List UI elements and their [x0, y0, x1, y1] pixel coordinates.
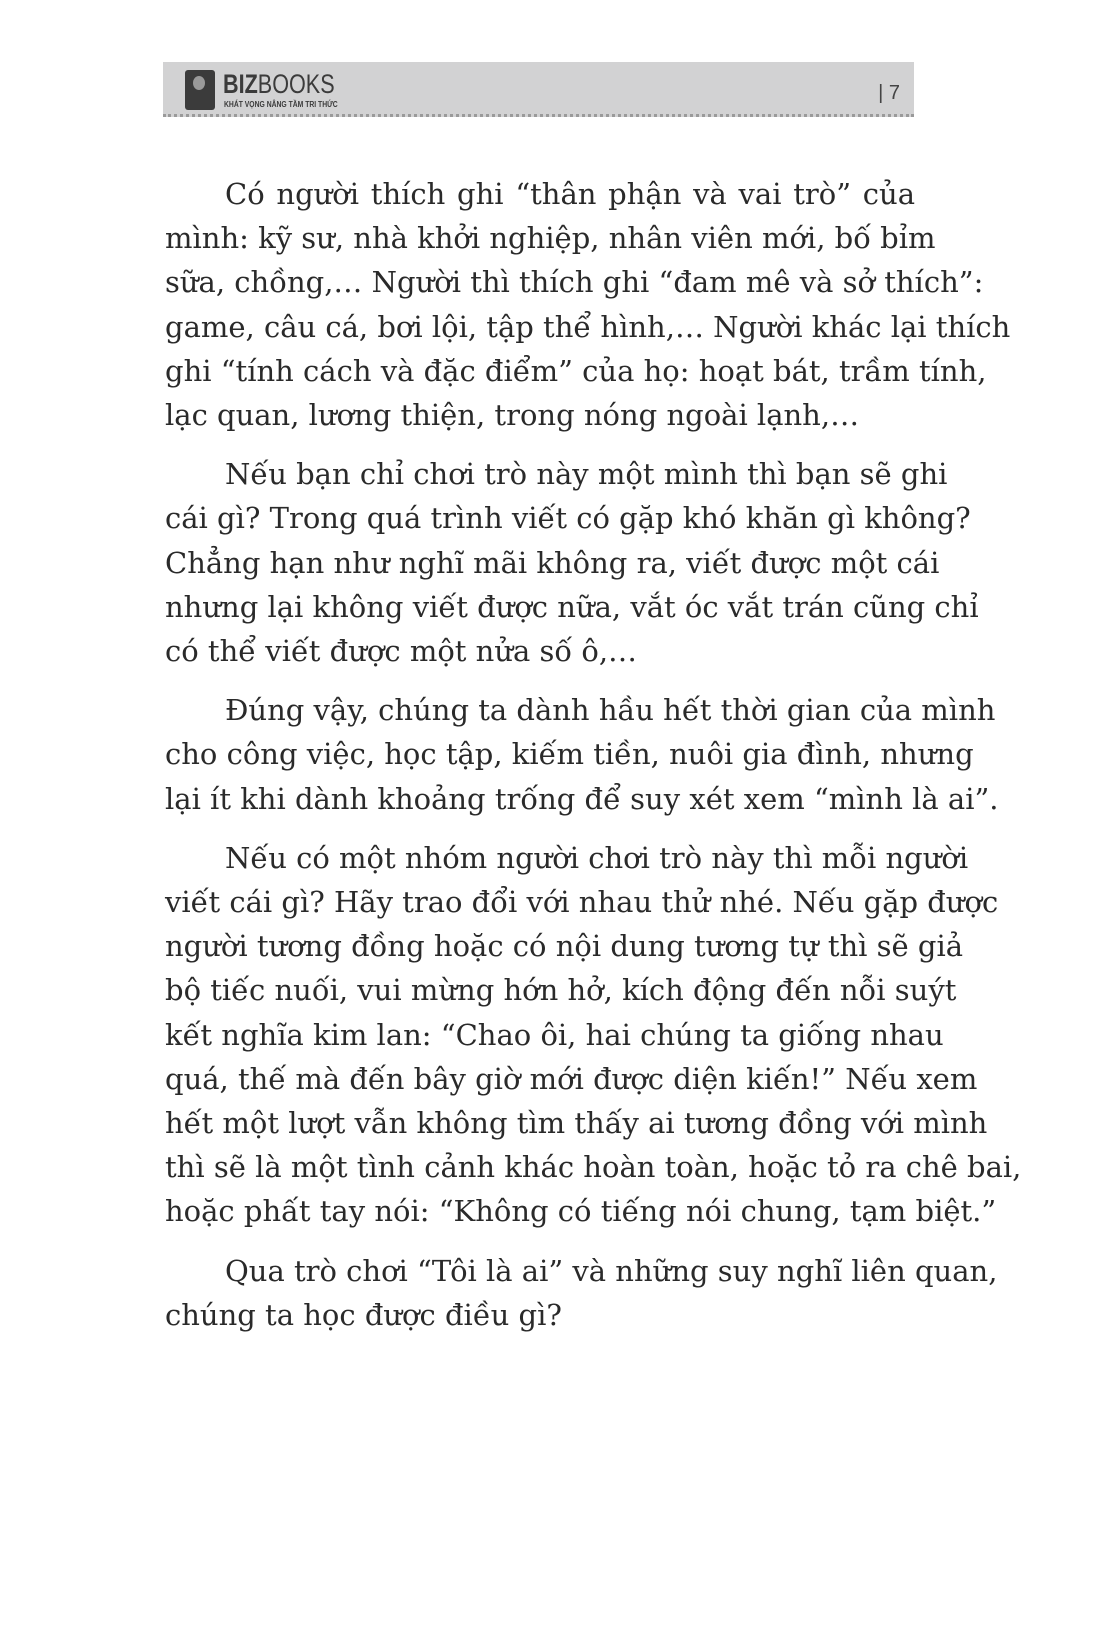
text-line: có thể viết được một nửa số ô,… — [165, 634, 638, 669]
paragraph — [165, 172, 1011, 437]
text-line: lại ít khi dành khoảng trống để suy xét xem “mình là ai”. — [165, 781, 999, 816]
page-header — [163, 62, 914, 117]
paragraph — [165, 836, 1022, 1234]
text-line: Có người thích ghi “thân phận và vai trò” của — [225, 177, 915, 211]
text-line: nhưng lại không viết được nữa, vắt óc vắt trán cũng chỉ — [165, 589, 979, 624]
body-text — [165, 172, 1022, 1352]
paragraph — [165, 1249, 998, 1337]
paragraph — [165, 452, 979, 673]
text-line: Đúng vậy, chúng ta dành hầu hết thời gian của mình — [225, 693, 996, 728]
brand-name — [223, 69, 335, 100]
brand-tagline: KHÁT VỌNG NÂNG TẦM TRI THỨC — [224, 100, 338, 109]
text-line: hoặc phất tay nói: “Không có tiếng nói chung, tạm biệt.” — [165, 1194, 997, 1229]
text-line: Qua trò chơi “Tôi là ai” và những suy nghĩ liên quan, — [225, 1253, 998, 1288]
brand-light: BOOKS — [257, 69, 335, 99]
page-number: | 7 — [878, 82, 900, 104]
text-line: sữa, chồng,… Người thì thích ghi “đam mê và sở thích”: — [165, 265, 984, 300]
bizbooks-logo-icon — [185, 70, 215, 110]
text-line: mình: kỹ sư, nhà khởi nghiệp, nhân viên mới, bố bỉm — [165, 221, 936, 256]
text-line: người tương đồng hoặc có nội dung tương tự thì sẽ giả — [165, 929, 964, 964]
text-line: viết cái gì? Hãy trao đổi với nhau thử nhé. Nếu gặp được — [165, 885, 999, 920]
text-line: cho công việc, học tập, kiếm tiền, nuôi gia đình, nhưng — [165, 737, 974, 772]
text-line: lạc quan, lương thiện, trong nóng ngoài lạnh,… — [165, 398, 860, 433]
text-line: Nếu có một nhóm người chơi trò này thì mỗi người — [225, 840, 969, 875]
text-line: ghi “tính cách và đặc điểm” của họ: hoạt bát, trầm tính, — [165, 353, 987, 388]
text-line: game, câu cá, bơi lội, tập thể hình,… Người khác lại thích — [165, 309, 1011, 344]
text-line: Nếu bạn chỉ chơi trò này một mình thì bạn sẽ ghi — [225, 457, 948, 492]
brand-bold: BIZ — [223, 69, 258, 99]
paragraph — [165, 688, 999, 821]
text-line: bộ tiếc nuối, vui mừng hớn hở, kích động đến nỗi suýt — [165, 973, 957, 1008]
text-line: Chẳng hạn như nghĩ mãi không ra, viết được một cái — [165, 545, 940, 580]
text-line: hết một lượt vẫn không tìm thấy ai tương đồng với mình — [165, 1106, 988, 1141]
text-line: chúng ta học được điều gì? — [165, 1297, 562, 1332]
text-line: quá, thế mà đến bây giờ mới được diện kiến!” Nếu xem — [165, 1061, 978, 1096]
text-line: thì sẽ là một tình cảnh khác hoàn toàn, hoặc tỏ ra chê bai, — [165, 1150, 1022, 1185]
text-line: cái gì? Trong quá trình viết có gặp khó khăn gì không? — [165, 501, 971, 536]
text-line: kết nghĩa kim lan: “Chao ôi, hai chúng ta giống nhau — [165, 1017, 944, 1052]
